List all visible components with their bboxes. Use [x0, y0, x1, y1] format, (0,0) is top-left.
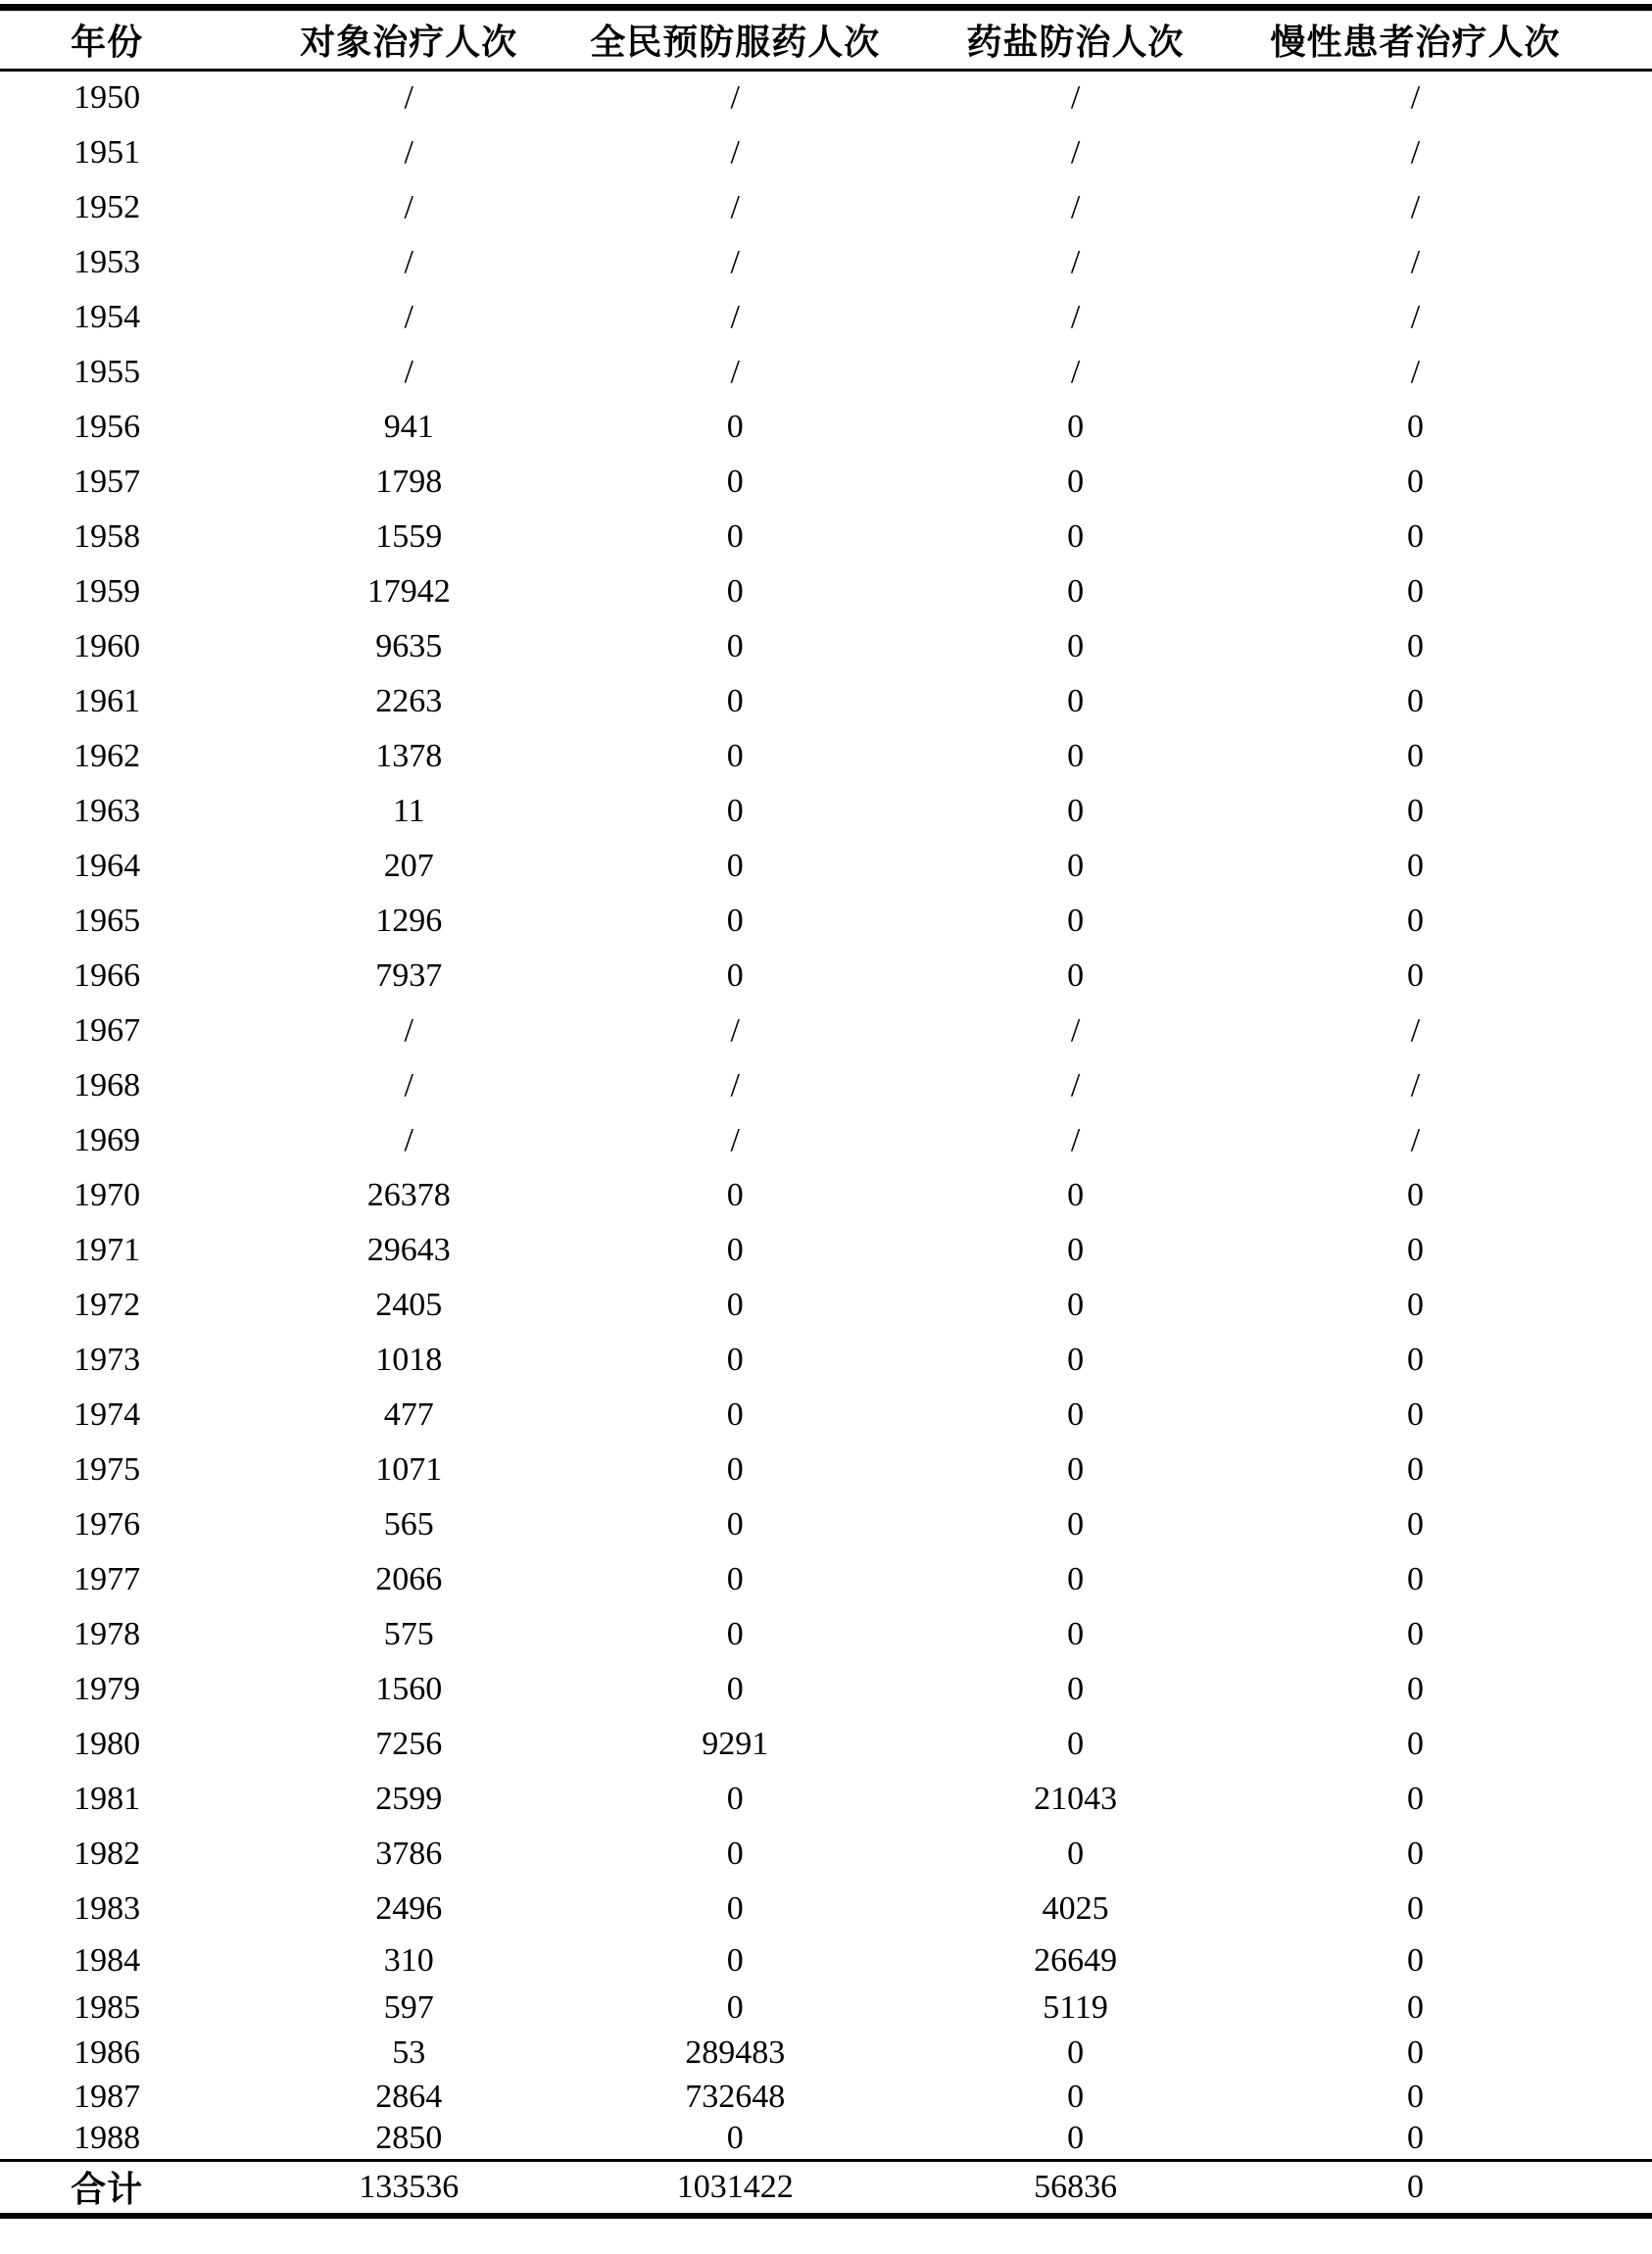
table-header	[0, 8, 1652, 71]
value-cell: /	[730, 188, 740, 225]
value-cell: 0	[1067, 1670, 1085, 1707]
value-cell: /	[1410, 79, 1421, 117]
table-row	[0, 1552, 1652, 1607]
value-cell: 0	[726, 463, 744, 500]
value-cell: 0	[1067, 1341, 1085, 1378]
value-cell: 0	[1067, 1231, 1085, 1268]
value-cell: 2599	[375, 1780, 443, 1817]
year-cell: 1984	[73, 1941, 141, 1979]
value-cell: 1559	[375, 517, 443, 555]
value-cell: /	[1070, 79, 1081, 117]
table-row	[0, 345, 1652, 400]
year-cell: 1965	[73, 902, 141, 939]
header-row	[0, 8, 1652, 71]
value-cell: /	[1070, 188, 1081, 225]
value-cell: 0	[726, 1560, 744, 1597]
value-cell: 0	[1067, 2078, 1085, 2115]
year-cell: 1987	[73, 2078, 141, 2115]
value-cell: 0	[1406, 792, 1424, 829]
value-cell: /	[730, 1066, 740, 1103]
value-cell: 9635	[375, 627, 443, 664]
value-cell: /	[1410, 353, 1421, 390]
value-cell: /	[730, 1011, 740, 1049]
value-cell: 0	[1406, 737, 1424, 774]
year-cell: 1964	[73, 847, 141, 884]
table-row	[0, 1168, 1652, 1223]
table-row	[0, 71, 1652, 125]
value-cell: 11	[392, 792, 425, 829]
year-cell: 1954	[73, 298, 141, 335]
table-row	[0, 1113, 1652, 1168]
value-cell: 0	[726, 1941, 744, 1979]
value-cell: 2864	[375, 2078, 443, 2115]
table-row	[0, 180, 1652, 235]
value-cell: /	[1410, 298, 1421, 335]
table-body	[0, 71, 1652, 2161]
value-cell: 0	[1067, 682, 1085, 719]
year-cell: 1988	[73, 2119, 141, 2156]
value-cell: /	[730, 353, 740, 390]
value-cell: 0	[1406, 902, 1424, 939]
value-cell: 2066	[375, 1560, 443, 1597]
value-cell: 0	[1406, 1505, 1424, 1543]
year-cell: 1983	[73, 1889, 141, 1927]
year-cell: 1975	[73, 1450, 141, 1488]
header-target-treatment: 对象治疗人次	[300, 22, 518, 62]
table-row	[0, 1985, 1652, 2031]
value-cell: 0	[1406, 1176, 1424, 1213]
value-cell: 0	[726, 1889, 744, 1927]
value-cell: 0	[726, 1450, 744, 1488]
value-cell: /	[1410, 133, 1421, 171]
value-cell: 310	[383, 1941, 434, 1979]
value-cell: 0	[1406, 572, 1424, 610]
year-cell: 1985	[73, 1988, 141, 2026]
total-target-treatment: 133536	[359, 2168, 460, 2205]
value-cell: 0	[726, 1341, 744, 1378]
total-chronic-patient-treatment: 0	[1406, 2168, 1424, 2205]
value-cell: 17942	[366, 572, 451, 610]
value-cell: 0	[1406, 1341, 1424, 1378]
table-row	[0, 455, 1652, 510]
value-cell: 0	[1067, 1505, 1085, 1543]
value-cell: /	[1410, 1066, 1421, 1103]
value-cell: /	[1070, 243, 1081, 280]
table-row	[0, 235, 1652, 290]
table-row	[0, 1058, 1652, 1113]
value-cell: 0	[1067, 737, 1085, 774]
value-cell: /	[1070, 353, 1081, 390]
table-row	[0, 1717, 1652, 1772]
value-cell: 0	[1406, 408, 1424, 445]
value-cell: 0	[1067, 1615, 1085, 1652]
value-cell: 0	[726, 572, 744, 610]
year-cell: 1976	[73, 1505, 141, 1543]
value-cell: /	[730, 1121, 740, 1158]
year-cell: 1982	[73, 1835, 141, 1872]
value-cell: 0	[726, 792, 744, 829]
value-cell: 0	[1067, 902, 1085, 939]
value-cell: 0	[726, 1505, 744, 1543]
value-cell: 0	[1406, 463, 1424, 500]
value-cell: 565	[383, 1505, 434, 1543]
year-cell: 1962	[73, 737, 141, 774]
year-cell: 1966	[73, 956, 141, 994]
table-row	[0, 784, 1652, 839]
statistics-table	[0, 4, 1652, 2219]
value-cell: 21043	[1034, 1780, 1118, 1817]
value-cell: /	[404, 188, 413, 225]
year-cell: 1968	[73, 1066, 141, 1103]
value-cell: 0	[726, 1615, 744, 1652]
value-cell: 0	[1406, 517, 1424, 555]
year-cell: 1958	[73, 517, 141, 555]
table-row	[0, 894, 1652, 949]
value-cell: 0	[1067, 1396, 1085, 1433]
year-cell: 1980	[73, 1725, 141, 1762]
value-cell: /	[404, 1011, 413, 1049]
value-cell: /	[404, 1121, 413, 1158]
table-row	[0, 125, 1652, 180]
value-cell: /	[730, 243, 740, 280]
value-cell: /	[404, 79, 413, 117]
value-cell: 0	[1406, 1889, 1424, 1927]
table-row	[0, 619, 1652, 674]
value-cell: 0	[1406, 956, 1424, 994]
total-medicated-salt: 56836	[1034, 2168, 1118, 2205]
year-cell: 1951	[73, 133, 141, 171]
header-medicated-salt: 药盐防治人次	[966, 22, 1185, 62]
value-cell: 0	[726, 517, 744, 555]
value-cell: 2405	[375, 1286, 443, 1323]
value-cell: 0	[1067, 792, 1085, 829]
value-cell: 26649	[1034, 1941, 1118, 1979]
year-cell: 1957	[73, 463, 141, 500]
header-year: 年份	[71, 22, 144, 62]
value-cell: 29643	[366, 1231, 451, 1268]
year-cell: 1959	[73, 572, 141, 610]
value-cell: 1378	[375, 737, 443, 774]
value-cell: 0	[1406, 2034, 1424, 2071]
table-row	[0, 1607, 1652, 1662]
table-row	[0, 2118, 1652, 2161]
value-cell: 0	[1406, 1396, 1424, 1433]
year-cell: 1955	[73, 353, 141, 390]
value-cell: 0	[726, 408, 744, 445]
table-row	[0, 400, 1652, 455]
year-cell: 1967	[73, 1011, 141, 1049]
year-cell: 1956	[73, 408, 141, 445]
value-cell: 0	[1406, 1286, 1424, 1323]
header-chronic-patient-treatment: 慢性患者治疗人次	[1270, 22, 1561, 62]
value-cell: 0	[1406, 1450, 1424, 1488]
value-cell: 732648	[685, 2078, 786, 2115]
value-cell: 1560	[375, 1670, 443, 1707]
value-cell: 0	[726, 847, 744, 884]
table-row	[0, 510, 1652, 564]
value-cell: 1018	[375, 1341, 443, 1378]
value-cell: 2850	[375, 2119, 443, 2156]
value-cell: 0	[1067, 463, 1085, 500]
value-cell: 1296	[375, 902, 443, 939]
value-cell: 0	[726, 627, 744, 664]
year-cell: 1979	[73, 1670, 141, 1707]
value-cell: 0	[726, 1780, 744, 1817]
value-cell: 0	[726, 2119, 744, 2156]
year-cell: 1953	[73, 243, 141, 280]
value-cell: 0	[1067, 1450, 1085, 1488]
value-cell: 0	[1406, 1725, 1424, 1762]
table-row	[0, 2031, 1652, 2077]
value-cell: /	[404, 1066, 413, 1103]
value-cell: 575	[383, 1615, 434, 1652]
value-cell: 0	[1406, 1780, 1424, 1817]
year-cell: 1952	[73, 188, 141, 225]
total-mass-preventive-medication: 1031422	[676, 2168, 794, 2205]
value-cell: 0	[726, 1988, 744, 2026]
value-cell: 0	[1067, 1560, 1085, 1597]
table-row	[0, 1772, 1652, 1827]
value-cell: 0	[1067, 408, 1085, 445]
value-cell: 4025	[1042, 1889, 1109, 1927]
value-cell: 0	[1406, 1231, 1424, 1268]
year-cell: 1960	[73, 627, 141, 664]
table-row	[0, 729, 1652, 784]
year-cell: 1961	[73, 682, 141, 719]
year-cell: 1970	[73, 1176, 141, 1213]
table-row	[0, 1662, 1652, 1717]
value-cell: 0	[1067, 627, 1085, 664]
year-cell: 1973	[73, 1341, 141, 1378]
value-cell: 0	[1067, 2034, 1085, 2071]
value-cell: 0	[1406, 2078, 1424, 2115]
value-cell: 289483	[685, 2034, 786, 2071]
value-cell: 0	[1067, 517, 1085, 555]
value-cell: 0	[1067, 1725, 1085, 1762]
value-cell: /	[1070, 1121, 1081, 1158]
value-cell: 1071	[375, 1450, 443, 1488]
value-cell: 0	[1067, 2119, 1085, 2156]
value-cell: 0	[726, 1670, 744, 1707]
value-cell: 477	[383, 1396, 434, 1433]
value-cell: 0	[726, 737, 744, 774]
total-label: 合计	[71, 2169, 144, 2210]
value-cell: 0	[1067, 1835, 1085, 1872]
value-cell: /	[730, 298, 740, 335]
value-cell: 0	[1067, 956, 1085, 994]
year-cell: 1950	[73, 79, 141, 117]
value-cell: 0	[1406, 1835, 1424, 1872]
table-row	[0, 564, 1652, 619]
value-cell: /	[1410, 188, 1421, 225]
value-cell: 0	[726, 682, 744, 719]
table-row	[0, 1333, 1652, 1388]
value-cell: /	[1070, 133, 1081, 171]
value-cell: 5119	[1043, 1988, 1108, 2026]
value-cell: 0	[1067, 847, 1085, 884]
table-row	[0, 1936, 1652, 1985]
value-cell: /	[730, 133, 740, 171]
value-cell: /	[404, 133, 413, 171]
value-cell: /	[404, 353, 413, 390]
value-cell: 0	[726, 1231, 744, 1268]
table-row	[0, 1497, 1652, 1552]
value-cell: 0	[726, 1835, 744, 1872]
value-cell: 0	[726, 1286, 744, 1323]
value-cell: 9291	[702, 1725, 769, 1762]
value-cell: /	[1070, 1011, 1081, 1049]
value-cell: 0	[1067, 1286, 1085, 1323]
value-cell: 0	[726, 1396, 744, 1433]
value-cell: 0	[1406, 627, 1424, 664]
value-cell: /	[1070, 298, 1081, 335]
value-cell: 0	[1067, 572, 1085, 610]
year-cell: 1971	[73, 1231, 141, 1268]
year-cell: 1972	[73, 1286, 141, 1323]
value-cell: 941	[383, 408, 434, 445]
table-row	[0, 1278, 1652, 1333]
value-cell: 0	[726, 1176, 744, 1213]
value-cell: 0	[1406, 1988, 1424, 2026]
value-cell: 0	[1406, 682, 1424, 719]
value-cell: 7937	[375, 956, 443, 994]
table-row	[0, 1223, 1652, 1278]
table-row	[0, 1443, 1652, 1497]
table-row	[0, 1882, 1652, 1936]
year-cell: 1969	[73, 1121, 141, 1158]
year-cell: 1986	[73, 2034, 141, 2071]
table-row	[0, 839, 1652, 894]
value-cell: /	[1070, 1066, 1081, 1103]
value-cell: 1798	[375, 463, 443, 500]
header-mass-preventive-medication: 全民预防服药人次	[590, 22, 881, 62]
table-row	[0, 290, 1652, 345]
value-cell: 0	[1406, 847, 1424, 884]
value-cell: 0	[1406, 1670, 1424, 1707]
value-cell: 3786	[375, 1835, 443, 1872]
table-row	[0, 2077, 1652, 2118]
value-cell: 0	[726, 956, 744, 994]
total-row	[0, 2161, 1652, 2216]
year-cell: 1977	[73, 1560, 141, 1597]
value-cell: /	[404, 243, 413, 280]
table-footer	[0, 2161, 1652, 2216]
value-cell: 7256	[375, 1725, 443, 1762]
value-cell: 0	[1067, 1176, 1085, 1213]
table-row	[0, 1388, 1652, 1443]
year-cell: 1978	[73, 1615, 141, 1652]
value-cell: /	[1410, 1011, 1421, 1049]
value-cell: 2496	[375, 1889, 443, 1927]
value-cell: /	[1410, 243, 1421, 280]
value-cell: 207	[383, 847, 434, 884]
value-cell: 597	[383, 1988, 434, 2026]
value-cell: 0	[1406, 1615, 1424, 1652]
year-cell: 1963	[73, 792, 141, 829]
value-cell: 26378	[366, 1176, 451, 1213]
year-cell: 1981	[73, 1780, 141, 1817]
table-row	[0, 1827, 1652, 1882]
table-row	[0, 674, 1652, 729]
value-cell: 0	[1406, 1941, 1424, 1979]
value-cell: /	[730, 79, 740, 117]
value-cell: 0	[1406, 1560, 1424, 1597]
year-cell: 1974	[73, 1396, 141, 1433]
value-cell: 0	[726, 902, 744, 939]
table-row	[0, 949, 1652, 1004]
value-cell: /	[404, 298, 413, 335]
value-cell: 2263	[375, 682, 443, 719]
value-cell: /	[1410, 1121, 1421, 1158]
value-cell: 53	[392, 2034, 426, 2071]
table-row	[0, 1004, 1652, 1058]
value-cell: 0	[1406, 2119, 1424, 2156]
